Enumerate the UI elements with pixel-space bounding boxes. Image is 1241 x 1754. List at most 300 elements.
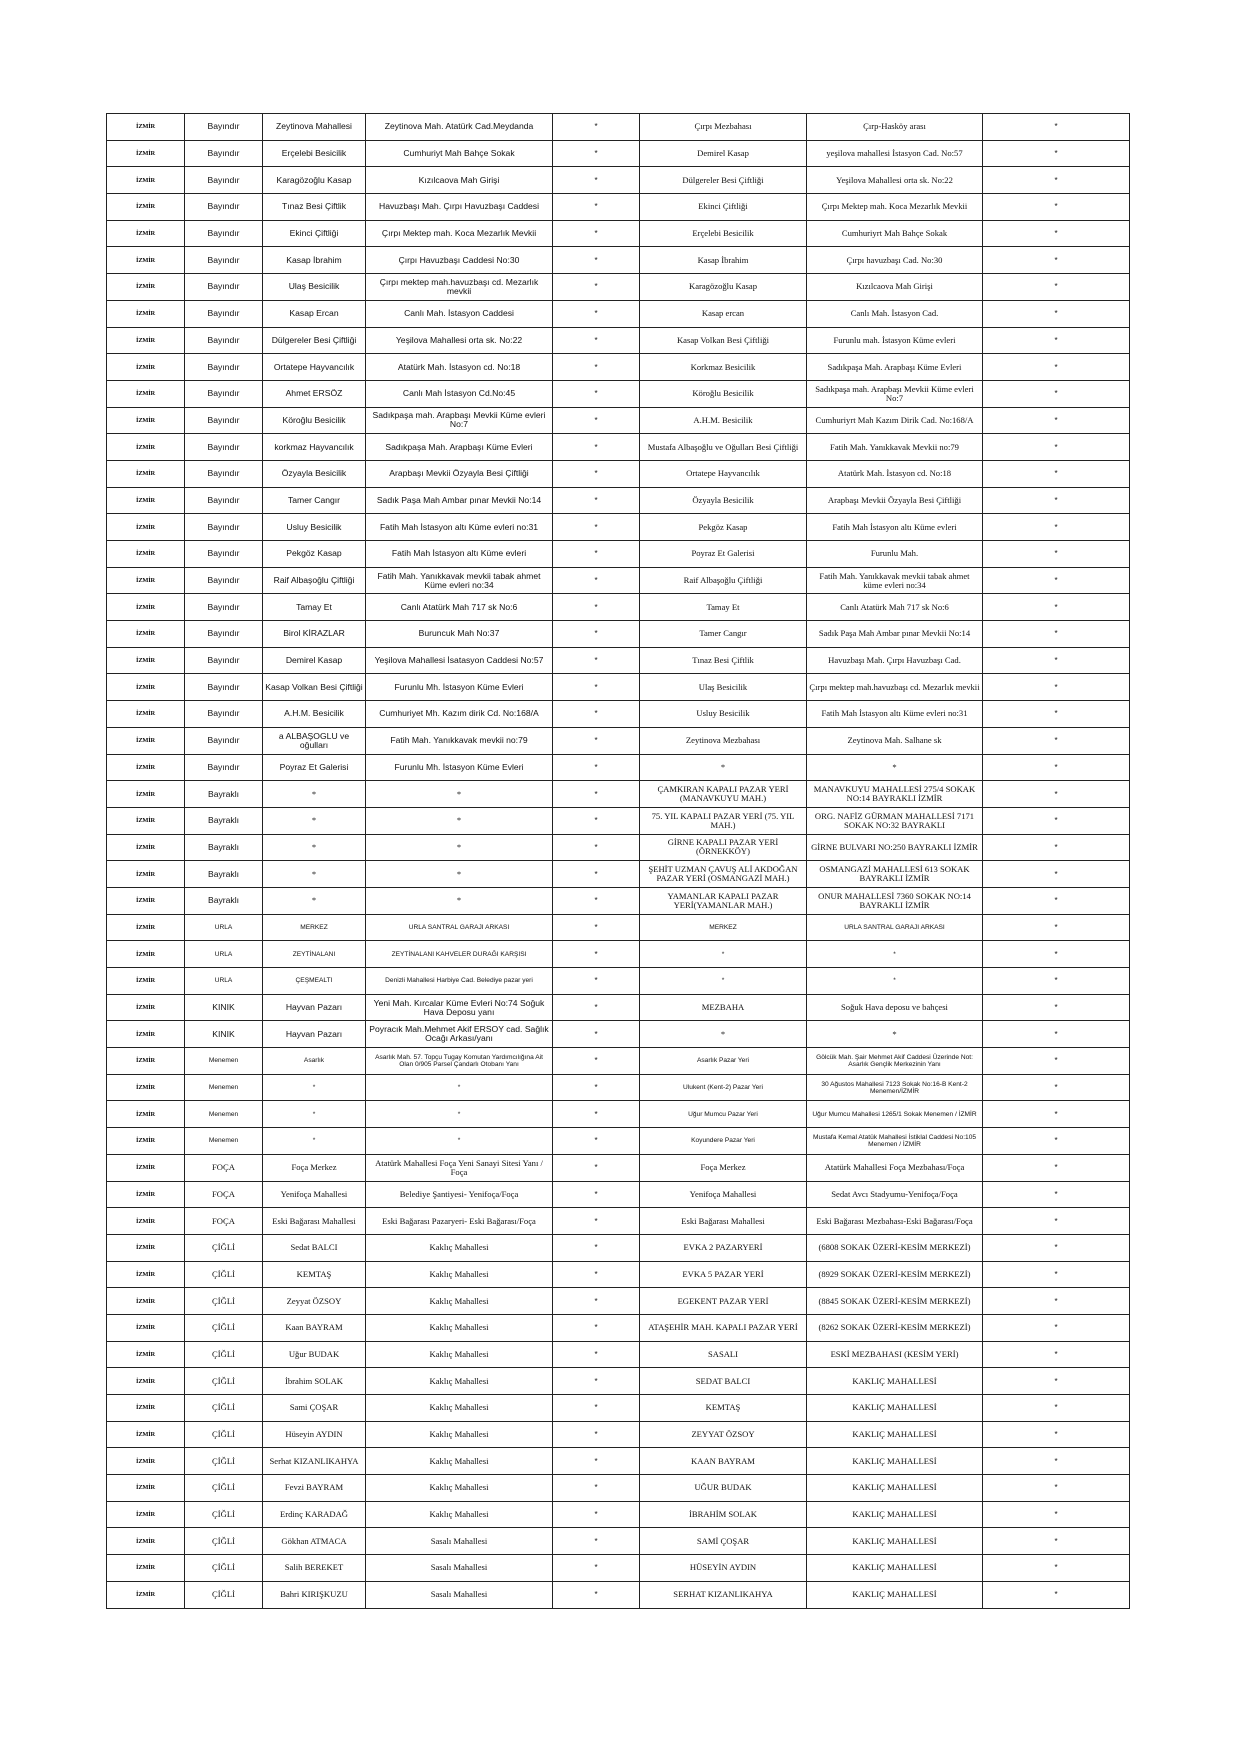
name-cell: Kasap Ercan [263,300,366,327]
site-cell: Pekgöz Kasap [640,514,807,541]
marker-cell: * [553,1341,640,1368]
table-row [107,1048,1130,1075]
marker-cell-2: * [983,114,1130,141]
site-cell: Kasap İbrahim [640,247,807,274]
district-cell: ÇİĞLİ [185,1395,263,1422]
marker-cell: * [553,567,640,594]
district-cell: Bayındır [185,407,263,434]
address-cell: Sasalı Mahallesi [366,1581,553,1608]
marker-cell-2: * [983,567,1130,594]
province-cell: İZMİR [107,1208,185,1235]
district-cell: Menemen [185,1074,263,1101]
marker-cell: * [553,1074,640,1101]
site-address-cell: KAKLIÇ MAHALLESİ [807,1528,983,1555]
marker-cell: * [553,1154,640,1181]
site-address-cell: KAKLIÇ MAHALLESİ [807,1475,983,1502]
marker-cell-2: * [983,1581,1130,1608]
district-cell: Bayındır [185,754,263,781]
name-cell: Ahmet ERSÖZ [263,380,366,407]
site-cell: SASALI [640,1341,807,1368]
address-cell: Kaklıç Mahallesi [366,1341,553,1368]
name-cell: Sami ÇOŞAR [263,1395,366,1422]
site-cell: * [640,941,807,968]
marker-cell-2: * [983,1475,1130,1502]
address-cell: Sadık Paşa Mah Ambar pınar Mevkii No:14 [366,487,553,514]
site-address-cell: Furunlu Mah. [807,541,983,568]
table-row [107,327,1130,354]
name-cell: Hayvan Pazarı [263,1021,366,1048]
table-row [107,887,1130,914]
marker-cell-2: * [983,914,1130,941]
marker-cell: * [553,380,640,407]
province-cell: İZMİR [107,1234,185,1261]
address-cell: Çırpı Havuzbaşı Caddesi No:30 [366,247,553,274]
site-cell: Raif Albaşoğlu Çiftliği [640,567,807,594]
site-cell: ÇAMKIRAN KAPALI PAZAR YERİ (MANAVKUYU MAH.) [640,781,807,808]
table-row [107,514,1130,541]
site-address-cell: Fatih Mah İstasyon altı Küme evleri no:31 [807,701,983,728]
site-cell: KEMTAŞ [640,1395,807,1422]
address-cell: Havuzbaşı Mah. Çırpı Havuzbaşı Caddesi [366,194,553,221]
marker-cell-2: * [983,1368,1130,1395]
table-row [107,300,1130,327]
site-cell: Kasap Volkan Besi Çiftliği [640,327,807,354]
site-address-cell: * [807,968,983,995]
district-cell: URLA [185,968,263,995]
marker-cell-2: * [983,487,1130,514]
province-cell: İZMİR [107,274,185,301]
district-cell: ÇİĞLİ [185,1528,263,1555]
marker-cell: * [553,914,640,941]
address-cell: Cumhuriyet Mh. Kazım dirik Cd. No:168/A [366,701,553,728]
address-cell: Kızılcaova Mah Girişi [366,167,553,194]
marker-cell: * [553,861,640,888]
province-cell: İZMİR [107,1421,185,1448]
marker-cell-2: * [983,140,1130,167]
table-row [107,701,1130,728]
marker-cell: * [553,1101,640,1128]
table-row [107,1555,1130,1582]
province-cell: İZMİR [107,514,185,541]
table-row [107,834,1130,861]
name-cell: * [263,834,366,861]
marker-cell: * [553,727,640,754]
marker-cell: * [553,167,640,194]
site-cell: Köroğlu Besicilik [640,380,807,407]
district-cell: Bayındır [185,380,263,407]
table-row [107,567,1130,594]
table-row [107,220,1130,247]
marker-cell-2: * [983,167,1130,194]
district-cell: ÇİĞLİ [185,1448,263,1475]
table-row [107,380,1130,407]
marker-cell: * [553,1021,640,1048]
name-cell: Özyayla Besicilik [263,460,366,487]
site-cell: Koyundere Pazar Yeri [640,1128,807,1155]
province-cell: İZMİR [107,674,185,701]
district-cell: Menemen [185,1048,263,1075]
province-cell: İZMİR [107,300,185,327]
site-address-cell: Fatih Mah İstasyon altı Küme evleri [807,514,983,541]
district-cell: ÇİĞLİ [185,1314,263,1341]
province-cell: İZMİR [107,1581,185,1608]
district-cell: Bayraklı [185,861,263,888]
address-cell: Furunlu Mh. İstasyon Küme Evleri [366,674,553,701]
site-address-cell: KAKLIÇ MAHALLESİ [807,1501,983,1528]
address-cell: Zeytinova Mah. Atatürk Cad.Meydanda [366,114,553,141]
marker-cell-2: * [983,514,1130,541]
province-cell: İZMİR [107,1021,185,1048]
province-cell: İZMİR [107,861,185,888]
marker-cell: * [553,754,640,781]
site-address-cell: Sadıkpaşa Mah. Arapbaşı Küme Evleri [807,354,983,381]
table-row [107,1314,1130,1341]
site-address-cell: ORG. NAFİZ GÜRMAN MAHALLESİ 7171 SOKAK NO:32 BAYRAKLI [807,807,983,834]
address-cell: Furunlu Mh. İstasyon Küme Evleri [366,754,553,781]
site-cell: EVKA 5 PAZAR YERİ [640,1261,807,1288]
name-cell: Zeytinova Mahallesi [263,114,366,141]
site-cell: ATAŞEHİR MAH. KAPALI PAZAR YERİ [640,1314,807,1341]
name-cell: * [263,1101,366,1128]
marker-cell-2: * [983,1341,1130,1368]
table-row [107,487,1130,514]
table-row [107,1475,1130,1502]
province-cell: İZMİR [107,1368,185,1395]
name-cell: Usluy Besicilik [263,514,366,541]
district-cell: ÇİĞLİ [185,1341,263,1368]
name-cell: Birol KİRAZLAR [263,621,366,648]
site-address-cell: ESKİ MEZBAHASI (KESİM YERİ) [807,1341,983,1368]
address-cell: Çırpı mektep mah.havuzbaşı cd. Mezarlık mevkii [366,274,553,301]
province-cell: İZMİR [107,1101,185,1128]
table-row [107,621,1130,648]
province-cell: İZMİR [107,1181,185,1208]
marker-cell: * [553,1555,640,1582]
site-address-cell: KAKLIÇ MAHALLESİ [807,1555,983,1582]
table-row [107,914,1130,941]
address-cell: Canlı Atatürk Mah 717 sk No:6 [366,594,553,621]
marker-cell: * [553,541,640,568]
marker-cell: * [553,887,640,914]
marker-cell-2: * [983,1555,1130,1582]
site-address-cell: Cumhuriyrt Mah Bahçe Sokak [807,220,983,247]
table-row [107,460,1130,487]
marker-cell: * [553,1528,640,1555]
name-cell: Sedat BALCI [263,1234,366,1261]
district-cell: Bayındır [185,727,263,754]
site-cell: Çırpı Mezbahası [640,114,807,141]
province-cell: İZMİR [107,647,185,674]
address-cell: Sadıkpaşa mah. Arapbaşı Mevkii Küme evleri No:7 [366,407,553,434]
marker-cell: * [553,834,640,861]
province-cell: İZMİR [107,1475,185,1502]
address-cell: Asarlık Mah. 57. Topçu Tugay Komutan Yardımcılığına Ait Olan 0/905 Parsel Çandarlı Otobanı Yanı [366,1048,553,1075]
address-cell: * [366,887,553,914]
site-address-cell: Uğur Mumcu Mahallesi 1265/1 Sokak Menemen / İZMİR [807,1101,983,1128]
marker-cell-2: * [983,1208,1130,1235]
province-cell: İZMİR [107,1555,185,1582]
site-address-cell: (8845 SOKAK ÜZERİ-KESİM MERKEZİ) [807,1288,983,1315]
site-cell: Ulaş Besicilik [640,674,807,701]
marker-cell: * [553,1395,640,1422]
address-cell: Arapbaşı Mevkii Özyayla Besi Çiftliği [366,460,553,487]
province-cell: İZMİR [107,941,185,968]
district-cell: FOÇA [185,1181,263,1208]
marker-cell: * [553,1421,640,1448]
marker-cell: * [553,114,640,141]
marker-cell-2: * [983,701,1130,728]
name-cell: Poyraz Et Galerisi [263,754,366,781]
site-cell: MERKEZ [640,914,807,941]
province-cell: İZMİR [107,434,185,461]
address-cell: URLA SANTRAL GARAJI ARKASI [366,914,553,941]
site-address-cell: Sedat Avcı Stadyumu-Yenifoça/Foça [807,1181,983,1208]
marker-cell-2: * [983,1128,1130,1155]
marker-cell: * [553,994,640,1021]
address-cell: * [366,1128,553,1155]
marker-cell-2: * [983,354,1130,381]
marker-cell: * [553,1475,640,1502]
district-cell: Bayındır [185,541,263,568]
table-row [107,994,1130,1021]
table-row [107,167,1130,194]
table-row [107,807,1130,834]
province-cell: İZMİR [107,167,185,194]
province-cell: İZMİR [107,247,185,274]
table-row [107,754,1130,781]
marker-cell: * [553,701,640,728]
site-address-cell: Havuzbaşı Mah. Çırpı Havuzbaşı Cad. [807,647,983,674]
name-cell: ZEYTİNALANI [263,941,366,968]
table-row [107,1181,1130,1208]
address-cell: Denizli Mahallesi Harbiye Cad. Belediye pazar yeri [366,968,553,995]
site-address-cell: Atatürk Mah. İstasyon cd. No:18 [807,460,983,487]
name-cell: A.H.M. Besicilik [263,701,366,728]
marker-cell: * [553,514,640,541]
table-row [107,114,1130,141]
site-address-cell: Sadık Paşa Mah Ambar pınar Mevkii No:14 [807,621,983,648]
site-cell: Ulukent (Kent-2) Pazar Yeri [640,1074,807,1101]
site-address-cell: URLA SANTRAL GARAJI ARKASI [807,914,983,941]
table-row [107,1528,1130,1555]
marker-cell-2: * [983,327,1130,354]
address-cell: * [366,807,553,834]
district-cell: Bayraklı [185,781,263,808]
province-cell: İZMİR [107,1048,185,1075]
site-cell: Tınaz Besi Çiftlik [640,647,807,674]
marker-cell: * [553,1288,640,1315]
name-cell: Raif Albaşoğlu Çiftliği [263,567,366,594]
site-cell: Foça Merkez [640,1154,807,1181]
address-cell: Kaklıç Mahallesi [366,1234,553,1261]
district-cell: Bayındır [185,300,263,327]
site-address-cell: OSMANGAZİ MAHALLESİ 613 SOKAK BAYRAKLI İZMİR [807,861,983,888]
site-address-cell: (8262 SOKAK ÜZERİ-KESİM MERKEZİ) [807,1314,983,1341]
province-cell: İZMİR [107,994,185,1021]
marker-cell: * [553,1048,640,1075]
site-cell: SAMİ ÇOŞAR [640,1528,807,1555]
district-cell: Bayındır [185,460,263,487]
table-row [107,1208,1130,1235]
marker-cell: * [553,1581,640,1608]
site-cell: EGEKENT PAZAR YERİ [640,1288,807,1315]
name-cell: Hüseyin AYDIN [263,1421,366,1448]
name-cell: Demirel Kasap [263,647,366,674]
name-cell: Asarlık [263,1048,366,1075]
location-table [106,113,1130,1609]
site-cell: A.H.M. Besicilik [640,407,807,434]
marker-cell: * [553,1181,640,1208]
province-cell: İZMİR [107,621,185,648]
province-cell: İZMİR [107,887,185,914]
district-cell: ÇİĞLİ [185,1555,263,1582]
name-cell: Ortatepe Hayvancılık [263,354,366,381]
name-cell: * [263,887,366,914]
marker-cell: * [553,434,640,461]
table-row [107,1421,1130,1448]
table-row [107,407,1130,434]
district-cell: Bayındır [185,701,263,728]
address-cell: Canlı Mah. İstasyon Caddesi [366,300,553,327]
marker-cell: * [553,354,640,381]
site-address-cell: Atatürk Mahallesi Foça Mezbahası/Foça [807,1154,983,1181]
marker-cell: * [553,1234,640,1261]
marker-cell: * [553,327,640,354]
district-cell: Menemen [185,1101,263,1128]
site-cell: Karagözoğlu Kasap [640,274,807,301]
address-cell: Kaklıç Mahallesi [366,1421,553,1448]
marker-cell-2: * [983,460,1130,487]
address-cell: Buruncuk Mah No:37 [366,621,553,648]
site-cell: MEZBAHA [640,994,807,1021]
site-cell: * [640,754,807,781]
table-row [107,247,1130,274]
address-cell: Atatürk Mah. İstasyon cd. No:18 [366,354,553,381]
name-cell: Gökhan ATMACA [263,1528,366,1555]
table-row [107,594,1130,621]
site-address-cell: Gölcük Mah. Şair Mehmet Akif Caddesi Üzerinde Not: Asarlık Gençlik Merkezinin Yanı [807,1048,983,1075]
table-row [107,194,1130,221]
province-cell: İZMİR [107,327,185,354]
district-cell: ÇİĞLİ [185,1581,263,1608]
name-cell: * [263,781,366,808]
table-row [107,674,1130,701]
marker-cell-2: * [983,1448,1130,1475]
site-cell: Usluy Besicilik [640,701,807,728]
province-cell: İZMİR [107,407,185,434]
table-row [107,781,1130,808]
table-row [107,1581,1130,1608]
marker-cell: * [553,968,640,995]
address-cell: * [366,861,553,888]
province-cell: İZMİR [107,1261,185,1288]
district-cell: Bayındır [185,621,263,648]
site-address-cell: 30 Ağustos Mahallesi 7123 Sokak No:16-B Kent-2 Menemen/İZMİR [807,1074,983,1101]
province-cell: İZMİR [107,1154,185,1181]
address-cell: Belediye Şantiyesi- Yenifoça/Foça [366,1181,553,1208]
site-address-cell: Çırp-Hasköy arası [807,114,983,141]
table-row [107,541,1130,568]
name-cell: Foça Merkez [263,1154,366,1181]
province-cell: İZMİR [107,834,185,861]
site-address-cell: Arapbaşı Mevkii Özyayla Besi Çiftliği [807,487,983,514]
address-cell: Cumhuriyt Mah Bahçe Sokak [366,140,553,167]
province-cell: İZMİR [107,140,185,167]
province-cell: İZMİR [107,594,185,621]
name-cell: Ekinci Çiftliği [263,220,366,247]
province-cell: İZMİR [107,354,185,381]
name-cell: Fevzi BAYRAM [263,1475,366,1502]
marker-cell-2: * [983,1314,1130,1341]
district-cell: Bayındır [185,567,263,594]
district-cell: Bayındır [185,674,263,701]
site-cell: Yenifoça Mahallesi [640,1181,807,1208]
address-cell: Eski Bağarası Pazaryeri- Eski Bağarası/Foça [366,1208,553,1235]
marker-cell-2: * [983,194,1130,221]
site-cell: * [640,968,807,995]
province-cell: İZMİR [107,1074,185,1101]
site-cell: Uğur Mumcu Pazar Yeri [640,1101,807,1128]
marker-cell: * [553,1314,640,1341]
marker-cell-2: * [983,1181,1130,1208]
name-cell: Eski Bağarası Mahallesi [263,1208,366,1235]
marker-cell-2: * [983,434,1130,461]
marker-cell: * [553,274,640,301]
province-cell: İZMİR [107,968,185,995]
name-cell: İbrahim SOLAK [263,1368,366,1395]
province-cell: İZMİR [107,1501,185,1528]
marker-cell-2: * [983,754,1130,781]
name-cell: Kaan BAYRAM [263,1314,366,1341]
name-cell: * [263,807,366,834]
marker-cell-2: * [983,968,1130,995]
table-row [107,354,1130,381]
marker-cell-2: * [983,647,1130,674]
site-cell: EVKA 2 PAZARYERİ [640,1234,807,1261]
district-cell: ÇİĞLİ [185,1261,263,1288]
district-cell: Bayındır [185,114,263,141]
table-row [107,941,1130,968]
site-cell: Kasap ercan [640,300,807,327]
marker-cell-2: * [983,1288,1130,1315]
site-cell: Ekinci Çiftliği [640,194,807,221]
province-cell: İZMİR [107,114,185,141]
address-cell: * [366,834,553,861]
district-cell: Bayındır [185,167,263,194]
site-address-cell: * [807,754,983,781]
marker-cell-2: * [983,380,1130,407]
district-cell: Bayındır [185,354,263,381]
name-cell: ÇEŞMEALTI [263,968,366,995]
site-address-cell: ONUR MAHALLESİ 7360 SOKAK NO:14 BAYRAKLI İZMİR [807,887,983,914]
name-cell: Dülgereler Besi Çiftliği [263,327,366,354]
district-cell: Bayraklı [185,807,263,834]
marker-cell-2: * [983,887,1130,914]
site-cell: UĞUR BUDAK [640,1475,807,1502]
address-cell: ZEYTİNALANI KAHVELER DURAĞI KARŞISI [366,941,553,968]
province-cell: İZMİR [107,194,185,221]
marker-cell: * [553,407,640,434]
site-address-cell: Yeşilova Mahallesi orta sk. No:22 [807,167,983,194]
marker-cell-2: * [983,1154,1130,1181]
province-cell: İZMİR [107,541,185,568]
marker-cell: * [553,220,640,247]
site-cell: Dülgereler Besi Çiftliği [640,167,807,194]
province-cell: İZMİR [107,727,185,754]
district-cell: Bayındır [185,647,263,674]
marker-cell: * [553,781,640,808]
name-cell: a ALBAŞOGLU ve oğulları [263,727,366,754]
